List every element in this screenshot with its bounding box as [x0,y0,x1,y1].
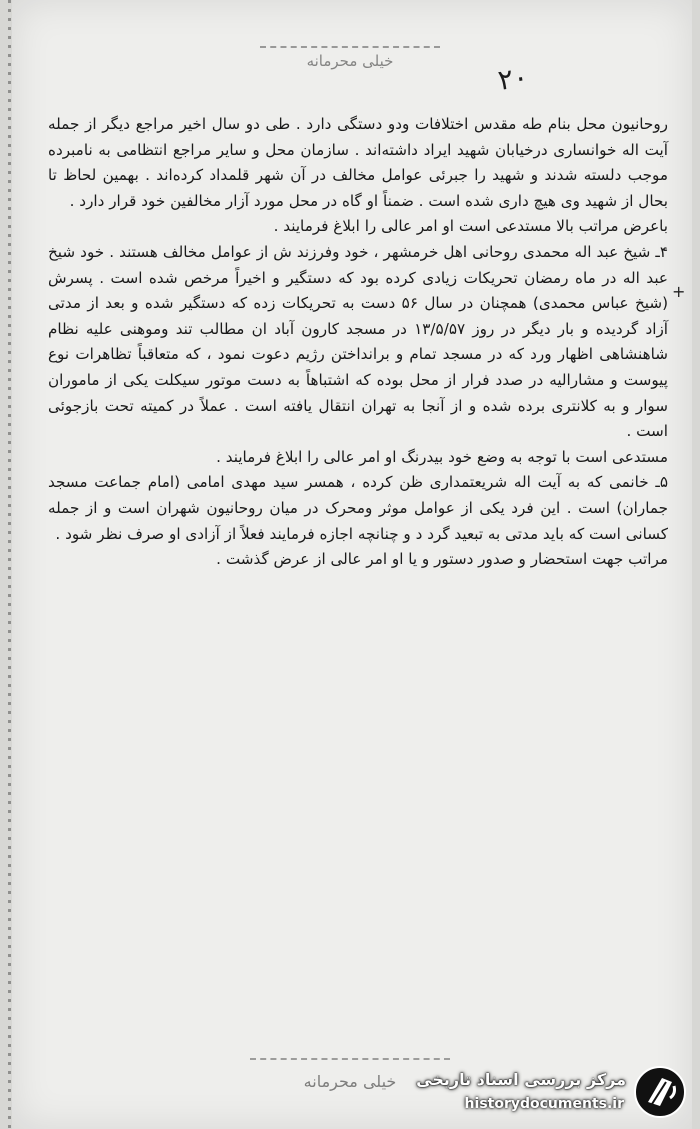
paragraph-4: مستدعی است با توجه به وضع خود بیدرنگ او امر عالی را ابلاغ فرمایند . [216,447,668,466]
handwritten-page-number: ۲۰ [495,60,531,97]
watermark-title: مرکز بررسی اسناد تاریخی [416,1070,626,1089]
archive-seal-icon [632,1064,688,1120]
footer-rule [250,1058,450,1060]
document-body [48,112,668,573]
archive-watermark [416,1060,694,1124]
binding-edge [8,0,11,1129]
paragraph-2: باعرض مراتب بالا مستدعی است او امر عالی را ابلاغ فرمایند . [273,217,668,236]
paragraph-6: مراتب جهت استحضار و صدور دستور و یا او امر عالی از عرض گذشت . [216,550,668,569]
footer-label: خیلی محرمانه [303,1072,397,1091]
paragraph-3: ۴ـ شیخ عبد اله محمدی روحانی اهل خرمشهر ، خود وفرزند ش از عوامل مخالف هستند . خود شیخ عبد اله در ماه رمضان تحریکات زیادی کرده بود که دستگیر و اخیراً مرخص شده است . پسرش (شیخ عباس محمدی) همچنان در سال ۵۶ دست به تحریکات زده که دستگیر شده و بعد از مدتی آزاد گردیده و بار دیگر در روز ۱۳/۵/۵۷ در مسجد کارون آباد ان مطالب تند وموهنی علیه نظام شاهنشاهی اظهار ورد که در مسجد تمام و برانداختن رژیم دعوت نمود ، که متعاقباً تظاهرات نوع پیوست و مشارالیه در صدد فرار از محل بوده که اشتباهاً به دست موتور سیکلت یکی از ماموران سوار و به کلانتری برده شده و از آنجا به تهران انتقال یافته است . عملاً در کمیته تحت بازجوئی است . [48,242,668,441]
paragraph-1: روحانیون محل بنام طه مقدس اختلافات ودو دستگی دارد . طی دو سال اخیر مراجع دیگر از جمله آیت اله خوانساری درخیابان شهید ایراد داشته‌اند . سازمان محل و سایر مراجع انتظامی به نامبرده موجب دلسته شدند و شهید را جبرئی عوامل مخالف در آن شهر قلمداد کرده‌اند . بهمین لحاظ تا بحال از شهید وی هیچ داری شده است . ضمناً او گاه در محل مورد آزار مخالفین خود قرار دارد . [48,115,668,210]
header-rule [260,46,440,48]
classification-label: خیلی محرمانه [306,52,394,70]
paragraph-5: ۵ـ خانمی که به آیت اله شریعتمداری ظن کرده ، همسر سید مهدی امامی (امام جماعت مسجد جماران) است . این فرد یکی از عوامل موثر ومحرک در میان روحانیون شهران است و از جمله کسانی است که باید مدتی به تبعید گرد د و چنانچه اجازه فرمایند فعلاً از آزادی او صرف نظر شود . [48,473,668,543]
margin-mark: + [672,282,686,301]
watermark-url: historydocuments.ir [464,1096,624,1112]
classification-header [250,52,450,86]
